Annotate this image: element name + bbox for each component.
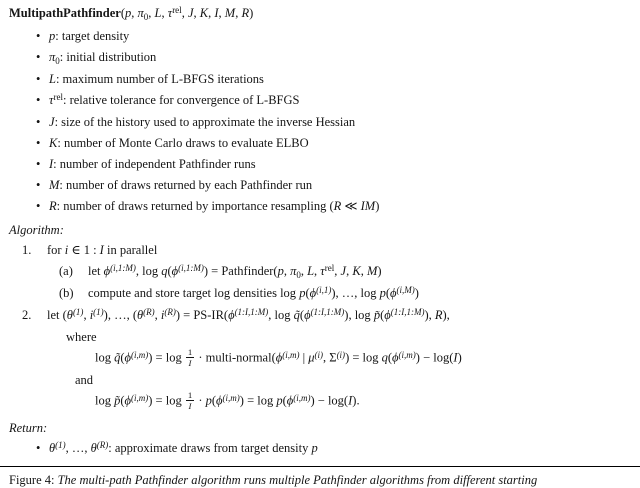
figure-caption	[0, 466, 640, 488]
bullet-icon: •	[36, 93, 41, 107]
return-text: $\theta^{(1)}$, …, $\theta^{(R)}$: approximate draws from target density p	[49, 440, 318, 456]
param-item-J	[36, 115, 630, 130]
step-letter: (a)	[59, 264, 73, 278]
param-item-R	[36, 199, 630, 214]
step-text: let ($\theta^{(1)}$, $i^{(1)}$), …, ($\theta^{(R)}$, $i^{(R)}) = PS-IR(\phi^{(1:I,1:M)}$, $\log q̃(\phi^{(1:I,1:M)})$, $\log p̃(\phi^{(1:I,1:M)})$, R),	[47, 307, 450, 322]
param-text: R: number of draws returned by importance resampling (R ≪ IM)	[49, 199, 380, 213]
algorithm-step-2	[22, 308, 630, 324]
bullet-icon: •	[36, 72, 41, 86]
step-number: 1.	[22, 243, 32, 257]
param-item-p	[36, 29, 630, 44]
equation-log-p-tilde: $\log p̃(\phi^{(i,m)}) = \log$ $\frac{1}{I}$ · $p(\phi^{(i,m)}) = \log p(\phi^{(i,m)}) - \log(I)$.	[95, 390, 360, 412]
step-text: for i ∈ 1 : I in parallel	[47, 243, 158, 257]
param-text: I: number of independent Pathfinder runs	[49, 157, 256, 171]
equation-log-q-tilde: $\log q̃(\phi^{(i,m)}) = \log$ $\frac{1}{I}$ · multi-$normal(\phi^{(i,m)}$ | $\mu^{(i)}$, $\Sigma^{(i)}) = \log q(\phi^{(i,m)}) - \log(I)$	[95, 347, 462, 369]
param-text: J: size of the history used to approximate the inverse Hessian	[49, 115, 356, 129]
algorithm-step-1	[22, 243, 630, 258]
param-text: $\pi_0$: initial distribution	[49, 50, 157, 66]
and-connector: and	[75, 373, 94, 388]
param-item-pi0	[36, 50, 630, 66]
param-text: L: maximum number of L-BFGS iterations	[49, 72, 264, 86]
algorithm-section-label: Algorithm:	[9, 223, 64, 237]
bullet-icon: •	[36, 157, 41, 171]
where-connector: where	[66, 330, 97, 344]
algorithm-step-1a	[59, 264, 630, 280]
return-section-label: Return:	[9, 421, 48, 436]
param-item-L	[36, 72, 630, 87]
bullet-icon: •	[36, 199, 41, 213]
caption-prefix: Figure 4:	[9, 473, 58, 487]
step-text: let $\phi^{(i,1:M)}$, $\log q(\phi^{(i,1:M)})$ = Pathfinder(p, $\pi_0$, L, $\tau^{rel}$, J, K, M)	[88, 263, 382, 280]
param-item-M	[36, 178, 630, 193]
algorithm-step-1b	[59, 286, 630, 302]
step-text: compute and store target log densities $\log p(\phi^{(i,1)})$, …, $\log p(\phi^{(i,M)})$	[88, 285, 419, 300]
step-number: 2.	[22, 308, 32, 322]
caption-text: The multi-path Pathfinder algorithm runs multiple Pathfinder algorithms from different starting	[57, 473, 538, 487]
param-text: K: number of Monte Carlo draws to evaluate ELBO	[49, 136, 309, 150]
bullet-icon: •	[36, 50, 41, 64]
parameter-list	[9, 29, 630, 214]
bullet-icon: •	[36, 29, 41, 43]
bullet-icon: •	[36, 441, 41, 456]
bullet-icon: •	[36, 178, 41, 192]
algorithm-title: MultipathPathfinder(p, $\pi_0$, L, $\tau^{rel}$, J, K, I, M, R)	[9, 5, 254, 22]
bullet-icon: •	[36, 115, 41, 129]
bullet-icon: •	[36, 136, 41, 150]
param-text: $\tau^{rel}$: relative tolerance for convergence of L-BFGS	[49, 92, 300, 107]
step-letter: (b)	[59, 286, 74, 300]
param-item-I	[36, 157, 630, 172]
param-text: M: number of draws returned by each Pathfinder run	[49, 178, 313, 192]
return-item	[36, 441, 630, 457]
param-text: p: target density	[49, 29, 130, 43]
param-item-K	[36, 136, 630, 151]
param-item-tau	[36, 93, 630, 109]
